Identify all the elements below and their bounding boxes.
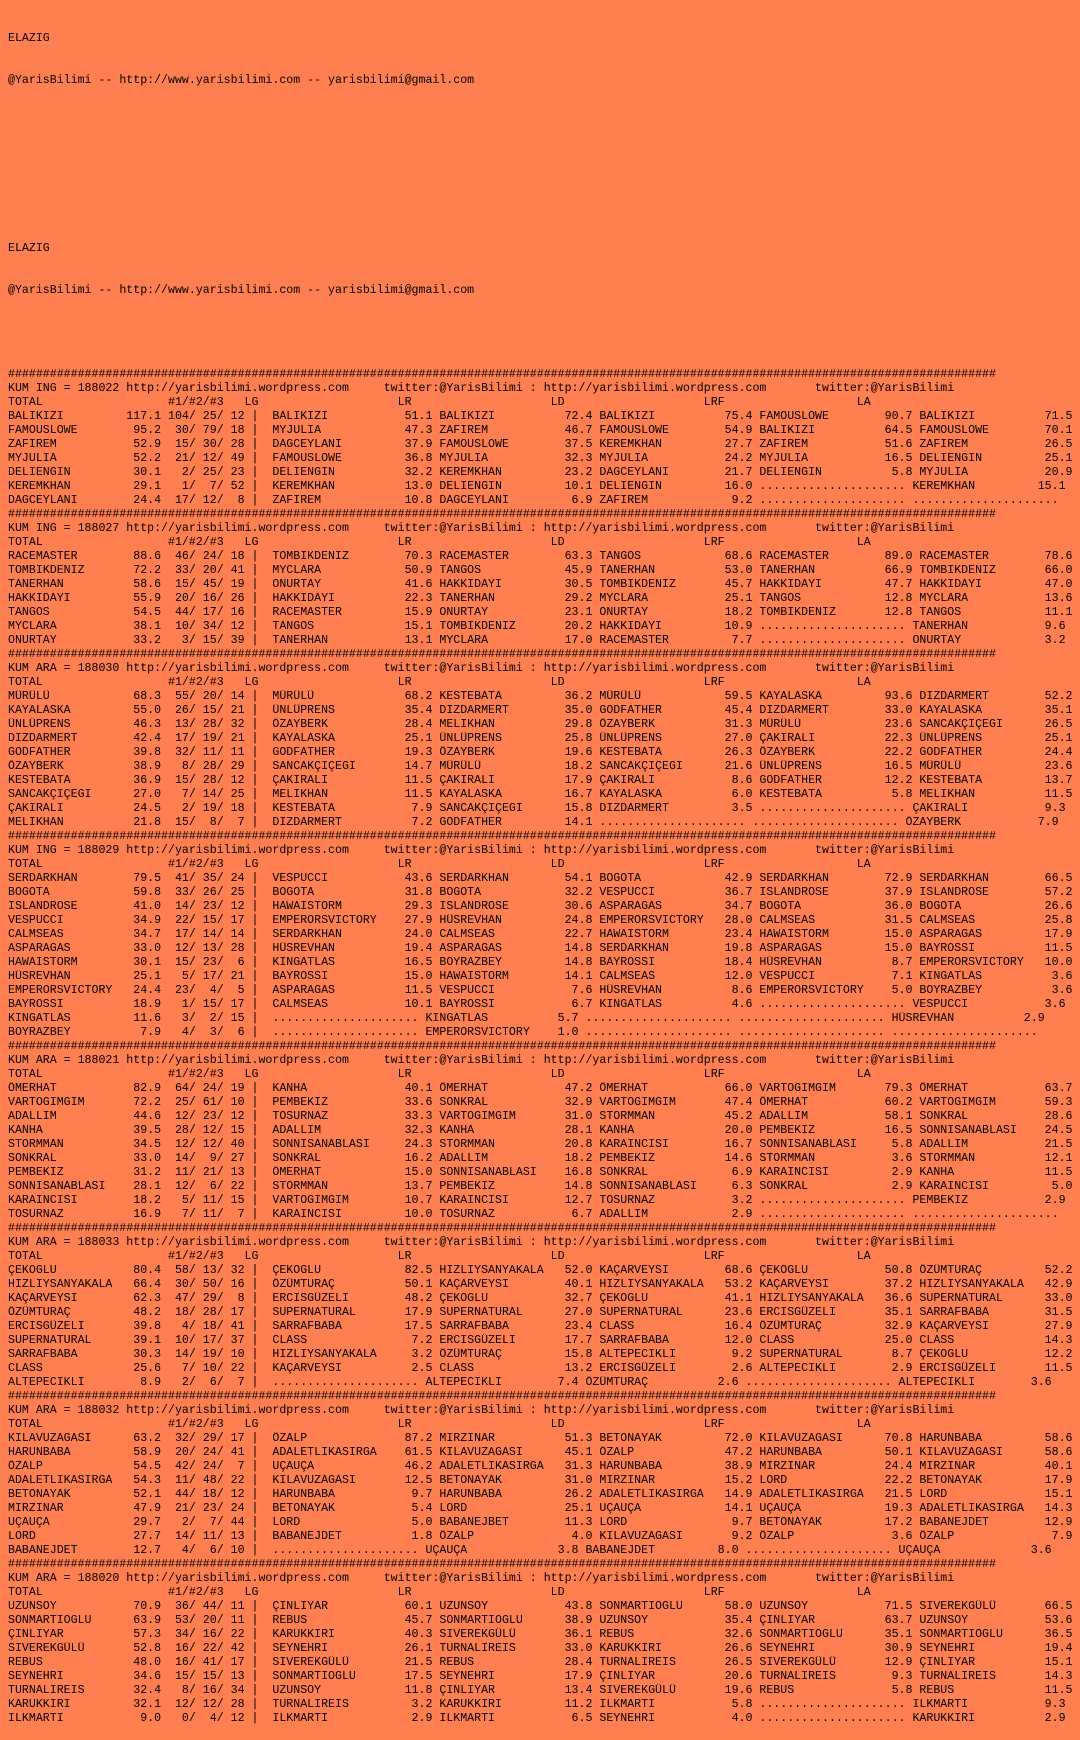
- table-row: SARRAFBABA 30.3 14/ 19/ 10 | HIZLIYSANYAKALA 3.2 ÖZÜMTURAÇ 15.8 ALTEPECIKLI 9.2 SUPERNATURAL 8.7 ÇEKOGLU 12.2: [8, 1348, 1073, 1361]
- table-row: ÇAKIRALI 24.5 2/ 19/ 18 | KESTEBATA 7.9 SANCAKÇIÇEGI 15.8 DIZDARMERT 3.5 ..................... ÇAKIRALI 9.3: [8, 802, 1066, 815]
- race-header: KUM ARA = 188020 http://yarisbilimi.wordpress.com twitter:@YarisBilimi : http://yarisbilimi.wordpress.com twitter:@YarisBilimi: [8, 1572, 955, 1585]
- table-row: ÖZÜMTURAÇ 48.2 18/ 28/ 17 | SUPERNATURAL 17.9 SUPERNATURAL 27.0 SUPERNATURAL 23.6 ERCISGÜZELI 35.1 SARRAFBABA 31.5: [8, 1306, 1073, 1319]
- document-title-repeat: ELAZIG: [8, 242, 50, 255]
- table-row: ADALETLIKASIRGA 54.3 11/ 48/ 22 | KILAVUZAGASI 12.5 BETONAYAK 31.0 MIRZINAR 15.2 LORD 22.2 BETONAYAK 17.9: [8, 1474, 1073, 1487]
- table-row: KINGATLAS 11.6 3/ 2/ 15 | ..................... KINGATLAS 5.7 ..................... ..................... HÜSREVHAN 2.9: [8, 1012, 1045, 1025]
- column-header: TOTAL #1/#2/#3 LG LR LD LRF LA: [8, 676, 871, 689]
- table-row: DAGCEYLANI 24.4 17/ 12/ 8 | ZAFIREM 10.8 DAGCEYLANI 6.9 ZAFIREM 9.2 ..................... .....................: [8, 494, 1059, 507]
- table-row: SUPERNATURAL 39.1 10/ 17/ 37 | CLASS 7.2 ERCISGÜZELI 17.7 SARRAFBABA 12.0 CLASS 25.0 CLASS 14.3: [8, 1334, 1073, 1347]
- table-row: KARAINCISI 18.2 5/ 11/ 15 | VARTOGIMGIM 10.7 KARAINCISI 12.7 TOSURNAZ 3.2 ..................... PEMBEKIZ 2.9: [8, 1194, 1066, 1207]
- table-row: HÜSREVHAN 25.1 5/ 17/ 21 | BAYROSSI 15.0 HAWAISTORM 14.1 CALMSEAS 12.0 VESPUCCI 7.1 KINGATLAS 3.6: [8, 970, 1073, 983]
- table-row: KAYALASKA 55.0 26/ 15/ 21 | ÜNLÜPRENS 35.4 DIZDARMERT 35.0 GODFATHER 45.4 DIZDARMERT 33.0 KAYALASKA 35.1: [8, 704, 1073, 717]
- table-row: BETONAYAK 52.1 44/ 18/ 12 | HARUNBABA 9.7 HARUNBABA 26.2 ADALETLIKASIRGA 14.9 ADALETLIKASIRGA 21.5 LORD 15.1: [8, 1488, 1073, 1501]
- table-row: SONMARTIOGLU 63.9 53/ 20/ 11 | REBUS 45.7 SONMARTIOGLU 38.9 UZUNSOY 35.4 ÇINLIYAR 63.7 UZUNSOY 53.6: [8, 1614, 1073, 1627]
- race-header: KUM ING = 188027 http://yarisbilimi.wordpress.com twitter:@YarisBilimi : http://yarisbilimi.wordpress.com twitter:@YarisBilimi: [8, 522, 955, 535]
- table-row: DELIENGIN 30.1 2/ 25/ 23 | DELIENGIN 32.2 KEREMKHAN 23.2 DAGCEYLANI 21.7 DELIENGIN 5.8 MYJULIA 20.9: [8, 466, 1073, 479]
- table-row: TANERHAN 58.6 15/ 45/ 19 | ONURTAY 41.6 HAKKIDAYI 30.5 TOMBIKDENIZ 45.7 HAKKIDAYI 47.7 HAKKIDAYI 47.0: [8, 578, 1073, 591]
- table-row: SERDARKHAN 79.5 41/ 35/ 24 | VESPUCCI 43.6 SERDARKHAN 54.1 BOGOTA 42.9 SERDARKHAN 72.9 SERDARKHAN 66.5: [8, 872, 1073, 885]
- table-row: CLASS 25.6 7/ 10/ 22 | KAÇARVEYSI 2.5 CLASS 13.2 ERCISGÜZELI 2.6 ALTEPECIKLI 2.9 ERCISGÜZELI 11.5: [8, 1362, 1073, 1375]
- race-block: [8, 368, 1080, 508]
- race-header: KUM ING = 188022 http://yarisbilimi.wordpress.com twitter:@YarisBilimi : http://yarisbilimi.wordpress.com twitter:@YarisBilimi: [8, 382, 955, 395]
- table-row: ÖZALP 54.5 42/ 24/ 7 | UÇAUÇA 46.2 ADALETLIKASIRGA 31.3 HARUNBABA 38.9 MIRZINAR 24.4 MIRZINAR 40.1: [8, 1460, 1073, 1473]
- table-row: ILKMARTI 9.0 0/ 4/ 12 | ILKMARTI 2.9 ILKMARTI 6.5 SEYNEHRI 4.0 ..................... KARUKKIRI 2.9: [8, 1712, 1066, 1725]
- column-header: TOTAL #1/#2/#3 LG LR LD LRF LA: [8, 1586, 871, 1599]
- table-row: ÇEKOGLU 80.4 58/ 13/ 32 | ÇEKOGLU 82.5 HIZLIYSANYAKALA 52.0 KAÇARVEYSI 68.6 ÇEKOGLU 50.8 ÖZÜMTURAÇ 52.2: [8, 1264, 1073, 1277]
- table-row: SEYNEHRI 34.6 15/ 15/ 13 | SONMARTIOGLU 17.5 SEYNEHRI 17.9 ÇINLIYAR 20.6 TURNALIREIS 9.3 TURNALIREIS 14.3: [8, 1670, 1073, 1683]
- table-row: KESTEBATA 36.9 15/ 28/ 12 | ÇAKIRALI 11.5 ÇAKIRALI 17.9 ÇAKIRALI 8.6 GODFATHER 12.2 KESTEBATA 13.7: [8, 774, 1073, 787]
- race-header: KUM ARA = 188030 http://yarisbilimi.wordpress.com twitter:@YarisBilimi : http://yarisbilimi.wordpress.com twitter:@YarisBilimi: [8, 662, 955, 675]
- table-row: KILAVUZAGASI 63.2 32/ 29/ 17 | ÖZALP 87.2 MIRZINAR 51.3 BETONAYAK 72.0 KILAVUZAGASI 70.8 HARUNBABA 58.6: [8, 1432, 1073, 1445]
- separator-line: ##############################################################################################################################################: [8, 508, 996, 521]
- table-row: SONNISANABLASI 28.1 12/ 6/ 22 | STORMMAN 13.7 PEMBEKIZ 14.8 SONNISANABLASI 6.3 SONKRAL 2.9 KARAINCISI 5.0: [8, 1180, 1073, 1193]
- table-row: ASPARAGAS 33.0 12/ 13/ 28 | HÜSREVHAN 19.4 ASPARAGAS 14.8 SERDARKHAN 19.8 ASPARAGAS 15.0 BAYROSSI 11.5: [8, 942, 1073, 955]
- table-row: FAMOUSLOWE 95.2 30/ 79/ 18 | MYJULIA 47.3 ZAFIREM 46.7 FAMOUSLOWE 54.9 BALIKIZI 64.5 FAMOUSLOWE 70.1: [8, 424, 1073, 437]
- table-row: EMPERORSVICTORY 24.4 23/ 4/ 5 | ASPARAGAS 11.5 VESPUCCI 7.6 HÜSREVHAN 8.6 EMPERORSVICTORY 5.0 BOYRAZBEY 3.6: [8, 984, 1073, 997]
- race-header: KUM ARA = 188032 http://yarisbilimi.wordpress.com twitter:@YarisBilimi : http://yarisbilimi.wordpress.com twitter:@YarisBilimi: [8, 1404, 955, 1417]
- table-row: MÜRÜLÜ 68.3 55/ 20/ 14 | MÜRÜLÜ 68.2 KESTEBATA 36.2 MÜRÜLÜ 59.5 KAYALASKA 93.6 DIZDARMERT 52.2: [8, 690, 1073, 703]
- table-row: PEMBEKIZ 31.2 11/ 21/ 13 | ÖMERHAT 15.0 SONNISANABLASI 16.8 SONKRAL 6.9 KARAINCISI 2.9 KANHA 11.5: [8, 1166, 1073, 1179]
- race-block: [8, 830, 1080, 1040]
- table-row: ONURTAY 33.2 3/ 15/ 39 | TANERHAN 13.1 MYCLARA 17.0 RACEMASTER 7.7 ..................... ONURTAY 3.2: [8, 634, 1066, 647]
- table-row: SIVEREKGÜLÜ 52.8 16/ 22/ 42 | SEYNEHRI 26.1 TURNALIREIS 33.0 KARUKKIRI 26.6 SEYNEHRI 30.9 SEYNEHRI 19.4: [8, 1642, 1073, 1655]
- table-row: GODFATHER 39.8 32/ 11/ 11 | GODFATHER 19.3 ÖZAYBERK 19.6 KESTEBATA 26.3 ÖZAYBERK 22.2 GODFATHER 24.4: [8, 746, 1073, 759]
- race-header: KUM ING = 188029 http://yarisbilimi.wordpress.com twitter:@YarisBilimi : http://yarisbilimi.wordpress.com twitter:@YarisBilimi: [8, 844, 955, 857]
- table-row: ALTEPECIKLI 8.9 2/ 6/ 7 | ..................... ALTEPECIKLI 7.4 ÖZÜMTURAÇ 2.6 ..................... ALTEPECIKLI 3.6: [8, 1376, 1052, 1389]
- race-block: [8, 1558, 1080, 1726]
- race-block: [8, 1390, 1080, 1558]
- table-row: REBUS 48.0 16/ 41/ 17 | SIVEREKGÜLÜ 21.5 REBUS 28.4 TURNALIREIS 26.5 SIVEREKGÜLÜ 12.9 ÇINLIYAR 15.1: [8, 1656, 1073, 1669]
- table-row: MYJULIA 52.2 21/ 12/ 49 | FAMOUSLOWE 36.8 MYJULIA 32.3 MYJULIA 24.2 MYJULIA 16.5 DELIENGIN 25.1: [8, 452, 1073, 465]
- separator-line: ##############################################################################################################################################: [8, 830, 996, 843]
- race-block: [8, 1222, 1080, 1390]
- race-list: [8, 368, 1080, 1726]
- race-header: KUM ARA = 188033 http://yarisbilimi.wordpress.com twitter:@YarisBilimi : http://yarisbilimi.wordpress.com twitter:@YarisBilimi: [8, 1236, 955, 1249]
- race-block: [8, 508, 1080, 648]
- table-row: BABANEJDET 12.7 4/ 6/ 10 | ..................... UÇAUÇA 3.8 BABANEJDET 8.0 ..................... UÇAUÇA 3.6: [8, 1544, 1052, 1557]
- table-row: HAWAISTORM 30.1 15/ 23/ 6 | KINGATLAS 16.5 BOYRAZBEY 14.8 BAYROSSI 18.4 HÜSREVHAN 8.7 EMPERORSVICTORY 10.0: [8, 956, 1073, 969]
- table-row: KEREMKHAN 29.1 1/ 7/ 52 | KEREMKHAN 13.0 DELIENGIN 10.1 DELIENGIN 16.0 ..................... KEREMKHAN 15.1: [8, 480, 1066, 493]
- table-row: ÖZAYBERK 38.9 8/ 28/ 29 | SANCAKÇIÇEGI 14.7 MÜRÜLÜ 18.2 SANCAKÇIÇEGI 21.6 ÜNLÜPRENS 16.5 MÜRÜLÜ 23.6: [8, 760, 1073, 773]
- table-row: VARTOGIMGIM 72.2 25/ 61/ 10 | PEMBEKIZ 33.6 SONKRAL 32.9 VARTOGIMGIM 47.4 ÖMERHAT 60.2 VARTOGIMGIM 59.3: [8, 1096, 1073, 1109]
- table-row: TOSURNAZ 16.9 7/ 11/ 7 | KARAINCISI 10.0 TOSURNAZ 6.7 ADALLIM 2.9 ..................... .....................: [8, 1208, 1059, 1221]
- race-header: KUM ARA = 188021 http://yarisbilimi.wordpress.com twitter:@YarisBilimi : http://yarisbilimi.wordpress.com twitter:@YarisBilimi: [8, 1054, 955, 1067]
- column-header: TOTAL #1/#2/#3 LG LR LD LRF LA: [8, 858, 871, 871]
- table-row: TURNALIREIS 32.4 8/ 16/ 34 | UZUNSOY 11.8 ÇINLIYAR 13.4 SIVEREKGÜLÜ 19.6 REBUS 5.8 REBUS 11.5: [8, 1684, 1073, 1697]
- table-row: HAKKIDAYI 55.9 20/ 16/ 26 | HAKKIDAYI 22.3 TANERHAN 29.2 MYCLARA 25.1 TANGOS 12.8 MYCLARA 13.6: [8, 592, 1073, 605]
- table-row: ÜNLÜPRENS 46.3 13/ 28/ 32 | ÖZAYBERK 28.4 MELIKHAN 29.8 ÖZAYBERK 31.3 MÜRÜLÜ 23.6 SANCAKÇIÇEGI 26.5: [8, 718, 1073, 731]
- column-header: TOTAL #1/#2/#3 LG LR LD LRF LA: [8, 1418, 871, 1431]
- table-row: ZAFIREM 52.9 15/ 30/ 28 | DAGCEYLANI 37.9 FAMOUSLOWE 37.5 KEREMKHAN 27.7 ZAFIREM 51.6 ZAFIREM 26.5: [8, 438, 1073, 451]
- table-row: BALIKIZI 117.1 104/ 25/ 12 | BALIKIZI 51.1 BALIKIZI 72.4 BALIKIZI 75.4 FAMOUSLOWE 90.7 BALIKIZI 71.5: [8, 410, 1073, 423]
- separator-line: ##############################################################################################################################################: [8, 1222, 996, 1235]
- column-header: TOTAL #1/#2/#3 LG LR LD LRF LA: [8, 1068, 871, 1081]
- table-row: KAÇARVEYSI 62.3 47/ 29/ 8 | ERCISGÜZELI 48.2 ÇEKOGLU 32.7 ÇEKOGLU 41.1 HIZLIYSANYAKALA 36.6 SUPERNATURAL 33.0: [8, 1292, 1073, 1305]
- table-row: SANCAKÇIÇEGI 27.0 7/ 14/ 25 | MELIKHAN 11.5 KAYALASKA 16.7 KAYALASKA 6.0 KESTEBATA 5.8 MELIKHAN 11.5: [8, 788, 1073, 801]
- table-row: BOGOTA 59.8 33/ 26/ 25 | BOGOTA 31.8 BOGOTA 32.2 VESPUCCI 36.7 ISLANDROSE 37.9 ISLANDROSE 57.2: [8, 886, 1073, 899]
- table-row: CALMSEAS 34.7 17/ 14/ 14 | SERDARKHAN 24.0 CALMSEAS 22.7 HAWAISTORM 23.4 HAWAISTORM 15.0 ASPARAGAS 17.9: [8, 928, 1073, 941]
- table-row: ÖMERHAT 82.9 64/ 24/ 19 | KANHA 40.1 ÖMERHAT 47.2 ÖMERHAT 66.0 VARTOGIMGIM 79.3 ÖMERHAT 63.7: [8, 1082, 1073, 1095]
- contact-line-repeat: @YarisBilimi -- http://www.yarisbilimi.com -- yarisbilimi@gmail.com: [8, 284, 475, 297]
- table-row: KARUKKIRI 32.1 12/ 12/ 28 | TURNALIREIS 3.2 KARUKKIRI 11.2 ILKMARTI 5.8 ..................... ILKMARTI 9.3: [8, 1698, 1066, 1711]
- table-row: MYCLARA 38.1 10/ 34/ 12 | TANGOS 15.1 TOMBIKDENIZ 20.2 HAKKIDAYI 10.9 ..................... TANERHAN 9.6: [8, 620, 1066, 633]
- table-row: HARUNBABA 58.9 20/ 24/ 41 | ADALETLIKASIRGA 61.5 KILAVUZAGASI 45.1 ÖZALP 47.2 HARUNBABA 50.1 KILAVUZAGASI 58.6: [8, 1446, 1073, 1459]
- table-row: KANHA 39.5 28/ 12/ 15 | ADALLIM 32.3 KANHA 28.1 KANHA 20.0 PEMBEKIZ 16.5 SONNISANABLASI 24.5: [8, 1124, 1073, 1137]
- table-row: BAYROSSI 18.9 1/ 15/ 17 | CALMSEAS 10.1 BAYROSSI 6.7 KINGATLAS 4.6 ..................... VESPUCCI 3.6: [8, 998, 1066, 1011]
- table-row: UÇAUÇA 29.7 2/ 7/ 44 | LORD 5.0 BABANEJBET 11.3 LORD 9.7 BETONAYAK 17.2 BABANEJDET 12.9: [8, 1516, 1073, 1529]
- race-block: [8, 648, 1080, 830]
- table-row: TOMBIKDENIZ 72.2 33/ 20/ 41 | MYCLARA 50.9 TANGOS 45.9 TANERHAN 53.0 TANERHAN 66.9 TOMBIKDENIZ 66.0: [8, 564, 1073, 577]
- table-row: TANGOS 54.5 44/ 17/ 16 | RACEMASTER 15.9 ONURTAY 23.1 ONURTAY 18.2 TOMBIKDENIZ 12.8 TANGOS 11.1: [8, 606, 1073, 619]
- column-header: TOTAL #1/#2/#3 LG LR LD LRF LA: [8, 396, 871, 409]
- table-row: SONKRAL 33.0 14/ 9/ 27 | SONKRAL 16.2 ADALLIM 18.2 PEMBEKIZ 14.6 STORMMAN 3.6 STORMMAN 12.1: [8, 1152, 1073, 1165]
- table-row: ISLANDROSE 41.0 14/ 23/ 12 | HAWAISTORM 29.3 ISLANDROSE 30.6 ASPARAGAS 34.7 BOGOTA 36.0 BOGOTA 26.6: [8, 900, 1073, 913]
- race-block: [8, 1040, 1080, 1222]
- separator-line: ##############################################################################################################################################: [8, 1390, 996, 1403]
- column-header: TOTAL #1/#2/#3 LG LR LD LRF LA: [8, 1250, 871, 1263]
- table-row: RACEMASTER 88.6 46/ 24/ 18 | TOMBIKDENIZ 70.3 RACEMASTER 63.3 TANGOS 68.6 RACEMASTER 89.0 RACEMASTER 78.6: [8, 550, 1073, 563]
- separator-line: ##############################################################################################################################################: [8, 1040, 996, 1053]
- table-row: ÇINLIYAR 57.3 34/ 16/ 22 | KARUKKIRI 40.3 SIVEREKGÜLÜ 36.1 REBUS 32.6 SONMARTIOGLU 35.1 SONMARTIOGLU 36.5: [8, 1628, 1073, 1641]
- table-row: LORD 27.7 14/ 11/ 13 | BABANEJDET 1.8 ÖZALP 4.0 KILAVUZAGASI 9.2 ÖZALP 3.6 ÖZALP 7.9: [8, 1530, 1073, 1543]
- table-row: ADALLIM 44.6 12/ 23/ 12 | TOSURNAZ 33.3 VARTOGIMGIM 31.0 STORMMAN 45.2 ADALLIM 58.1 SONKRAL 28.6: [8, 1110, 1073, 1123]
- contact-line: @YarisBilimi -- http://www.yarisbilimi.com -- yarisbilimi@gmail.com: [8, 74, 475, 87]
- document-title: ELAZIG: [8, 32, 50, 45]
- table-row: BOYRAZBEY 7.9 4/ 3/ 6 | ..................... EMPERORSVICTORY 1.0 ..................... ..................... .....................: [8, 1026, 1038, 1039]
- table-row: MELIKHAN 21.8 15/ 8/ 7 | DIZDARMERT 7.2 GODFATHER 14.1 ..................... ..................... ÖZAYBERK 7.9: [8, 816, 1059, 829]
- table-row: UZUNSOY 70.9 36/ 44/ 11 | ÇINLIYAR 60.1 UZUNSOY 43.8 SONMARTIOGLU 58.0 UZUNSOY 71.5 SIVEREKGÜLÜ 66.5: [8, 1600, 1073, 1613]
- column-header: TOTAL #1/#2/#3 LG LR LD LRF LA: [8, 536, 871, 549]
- table-row: DIZDARMERT 42.4 17/ 19/ 21 | KAYALASKA 25.1 ÜNLÜPRENS 25.8 ÜNLÜPRENS 27.0 ÇAKIRALI 22.3 ÜNLÜPRENS 25.1: [8, 732, 1073, 745]
- table-row: ERCISGÜZELI 39.8 4/ 18/ 41 | SARRAFBABA 17.5 SARRAFBABA 23.4 CLASS 16.4 ÖZÜMTURAÇ 32.9 KAÇARVEYSI 27.9: [8, 1320, 1073, 1333]
- separator-line: ##############################################################################################################################################: [8, 1558, 996, 1571]
- table-row: STORMMAN 34.5 12/ 12/ 40 | SONNISANABLASI 24.3 STORMMAN 20.8 KARAINCISI 16.7 SONNISANABLASI 5.8 ADALLIM 21.5: [8, 1138, 1073, 1151]
- separator-line: ##############################################################################################################################################: [8, 648, 996, 661]
- table-row: VESPUCCI 34.9 22/ 15/ 17 | EMPERORSVICTORY 27.9 HÜSREVHAN 24.8 EMPERORSVICTORY 28.0 CALMSEAS 31.5 CALMSEAS 25.8: [8, 914, 1073, 927]
- separator-line: ##############################################################################################################################################: [8, 368, 996, 381]
- table-row: HIZLIYSANYAKALA 66.4 30/ 50/ 16 | ÖZÜMTURAÇ 50.1 KAÇARVEYSI 40.1 HIZLIYSANYAKALA 53.2 KAÇARVEYSI 37.2 HIZLIYSANYAKALA 42.9: [8, 1278, 1073, 1291]
- table-row: MIRZINAR 47.9 21/ 23/ 24 | BETONAYAK 5.4 LORD 25.1 UÇAUÇA 14.1 UÇAUÇA 19.3 ADALETLIKASIRGA 14.3: [8, 1502, 1073, 1515]
